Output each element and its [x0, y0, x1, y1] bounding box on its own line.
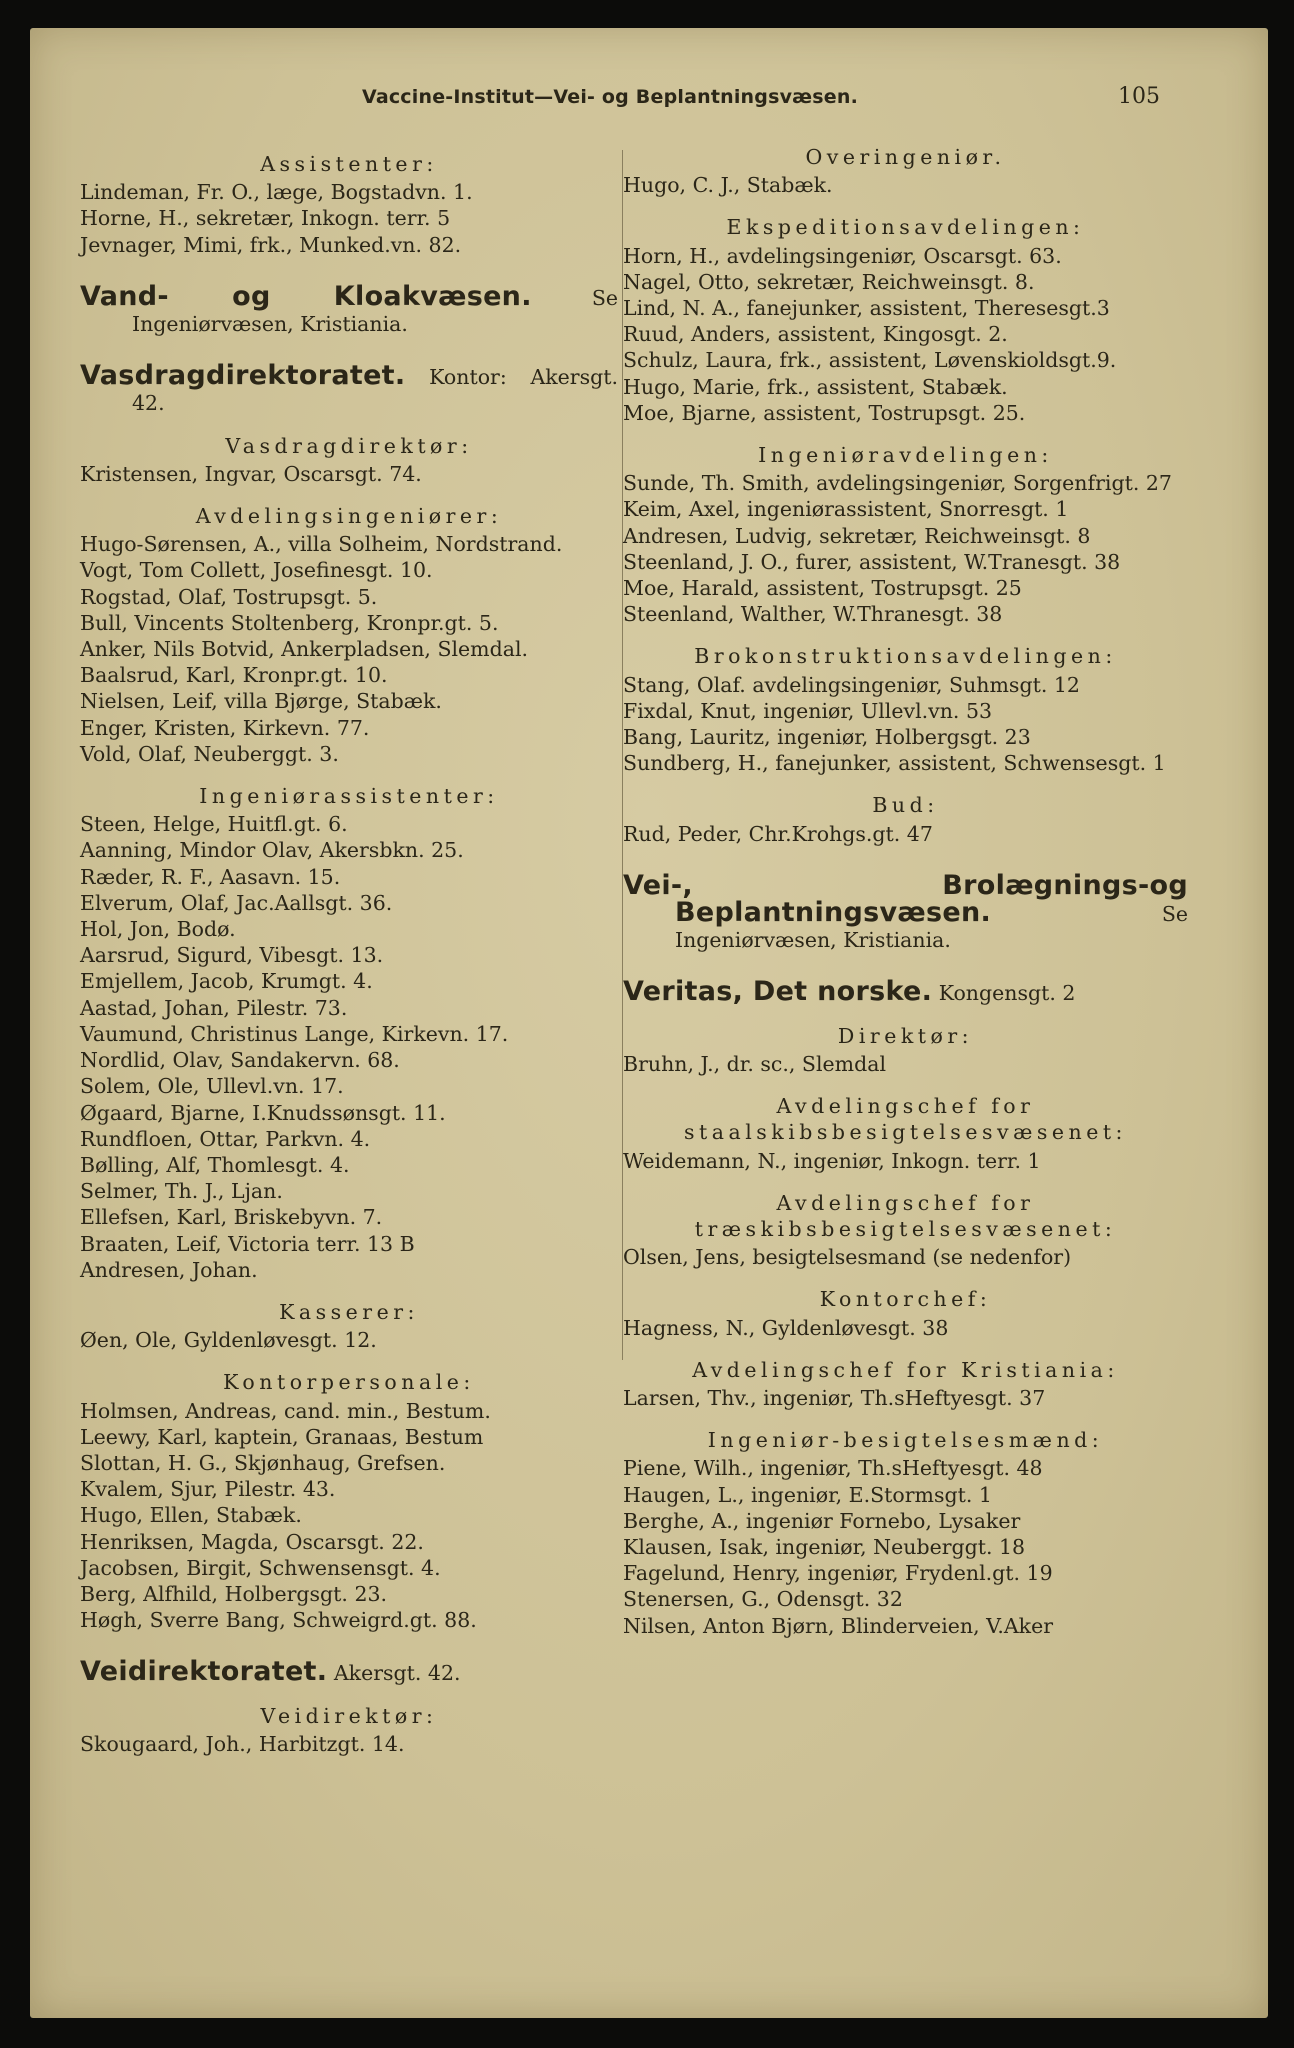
veidirektor-list [80, 1731, 618, 1757]
list-entry: Hol, Jon, Bodø. [80, 917, 236, 942]
vasdragdirektor-list [80, 461, 618, 487]
section-heading-veidirektor: Veidirektør: [260, 1703, 438, 1728]
staalskibs-list [623, 1148, 1188, 1174]
list-entry: Skougaard, Joh., Harbitzgt. 14. [80, 1731, 405, 1756]
list-entry: Steenland, Walther, W.Thranesgt. 38 [623, 602, 1003, 627]
section-heading-direktor: Direktør: [837, 1023, 974, 1048]
entry-title: Vand- og Kloakvæsen. [80, 280, 532, 312]
section-heading-ekspeditionsavdelingen: Ekspeditionsavdelingen: [726, 215, 1085, 240]
section-heading-overingenior: Overingeniør. [805, 145, 1006, 169]
list-entry: Vogt, Tom Collett, Josefinesgt. 10. [80, 558, 433, 583]
list-entry: Baalsrud, Karl, Kronpr.gt. 10. [80, 663, 388, 688]
entry-veidirektoratet [80, 1656, 618, 1688]
list-entry: Braaten, Leif, Victoria terr. 13 B [80, 1231, 415, 1256]
section-heading-kontorchef: Kontorchef: [819, 1287, 992, 1312]
right-column [623, 144, 1188, 1639]
list-entry: Bang, Lauritz, ingeniør, Holbergsgt. 23 [623, 725, 1031, 750]
list-entry: Anker, Nils Botvid, Ankerpladsen, Slemdal. [80, 637, 529, 662]
page-number: 105 [1118, 84, 1160, 109]
list-entry: Sundberg, H., fanejunker, assistent, Schwensesgt. 1 [623, 751, 1166, 776]
list-entry: Enger, Kristen, Kirkevn. 77. [80, 715, 370, 740]
section-heading-kontorpersonale: Kontorpersonale: [223, 1370, 475, 1395]
entry-title: Veidirektoratet. [80, 1656, 328, 1688]
section-heading-vasdragdirektor: Vasdragdirektør: [225, 433, 473, 458]
assistenter-list [80, 179, 618, 258]
entry-address: Kontor: Akersgt. 42. [132, 365, 618, 416]
list-entry: Jevnager, Mimi, frk., Munked.vn. 82. [80, 232, 462, 257]
list-entry: Bølling, Alf, Thomlesgt. 4. [80, 1152, 350, 1177]
list-entry: Holmsen, Andreas, cand. min., Bestum. [80, 1398, 491, 1423]
list-entry: Horn, H., avdelingsingeniør, Oscarsgt. 63. [623, 243, 1062, 268]
entry-vand-og-kloakvaesen [80, 280, 618, 337]
traeskibs-list [623, 1244, 1188, 1270]
list-entry: Rogstad, Olaf, Tostrupsgt. 5. [80, 584, 378, 609]
avdelingsingeniorer-list [80, 531, 618, 767]
list-entry: Lindeman, Fr. O., læge, Bogstadvn. 1. [80, 180, 473, 205]
list-entry: Steen, Helge, Huitfl.gt. 6. [80, 812, 348, 837]
section-heading-traeskibs: Avdelingschef for træskibsbesigtelsesvæsenet: [694, 1190, 1117, 1241]
kontorpersonale-list [80, 1398, 618, 1634]
section-heading-ingeniorassistenter: Ingeniørassistenter: [199, 784, 499, 809]
list-entry: Horne, H., sekretær, Inkogn. terr. 5 [80, 206, 451, 231]
section-heading-besigtelsesmaend: Ingeniør-besigtelsesmænd: [707, 1428, 1104, 1453]
list-entry: Hugo, Marie, frk., assistent, Stabæk. [623, 374, 1008, 399]
list-entry: Fixdal, Knut, ingeniør, Ullevl.vn. 53 [623, 698, 993, 723]
list-entry: Øen, Ole, Gyldenløvesgt. 12. [80, 1328, 377, 1353]
list-entry: Aastad, Johan, Pilestr. 73. [80, 995, 348, 1020]
entry-vei-brolaegnings [623, 869, 1188, 954]
list-entry: Emjellem, Jacob, Krumgt. 4. [80, 969, 373, 994]
list-entry: Andresen, Ludvig, sekretær, Reichweinsgt. 8 [623, 523, 1091, 548]
list-entry: Steenland, J. O., furer, assistent, W.Tranesgt. 38 [623, 549, 1121, 574]
list-entry: Hagness, N., Gyldenløvesgt. 38 [623, 1315, 949, 1340]
list-entry: Bruhn, J., dr. sc., Slemdal [623, 1051, 887, 1076]
list-entry: Hugo, C. J., Stabæk. [623, 173, 833, 198]
list-entry: Klausen, Isak, ingeniør, Neuberggt. 18 [623, 1534, 1026, 1559]
list-entry: Vold, Olaf, Neuberggt. 3. [80, 741, 339, 766]
list-entry: Kvalem, Sjur, Pilestr. 43. [80, 1477, 336, 1502]
besigtelsesmaend-list [623, 1455, 1188, 1638]
list-entry: Stang, Olaf. avdelingsingeniør, Suhmsgt. 12 [623, 672, 1080, 697]
list-entry: Aarsrud, Sigurd, Vibesgt. 13. [80, 943, 384, 968]
list-entry: Hugo-Sørensen, A., villa Solheim, Nordstrand. [80, 532, 563, 557]
ingeniorassistenter-list [80, 811, 618, 1283]
list-entry: Jacobsen, Birgit, Schwensensgt. 4. [80, 1555, 441, 1580]
list-entry: Berghe, A., ingeniør Fornebo, Lysaker [623, 1508, 1021, 1533]
list-entry: Nilsen, Anton Bjørn, Blinderveien, V.Aker [623, 1613, 1054, 1638]
list-entry: Nielsen, Leif, villa Bjørge, Stabæk. [80, 689, 442, 714]
ingenioravdeling-list [623, 470, 1188, 627]
list-entry: Øgaard, Bjarne, I.Knudssønsgt. 11. [80, 1100, 446, 1125]
list-entry: Leewy, Karl, kaptein, Granaas, Bestum [80, 1424, 484, 1449]
list-entry: Stenersen, G., Odensgt. 32 [623, 1587, 903, 1612]
ekspedition-list [623, 243, 1188, 426]
section-heading-kasserer: Kasserer: [279, 1299, 419, 1324]
section-heading-avdelingsingeniorer: Avdelingsingeniører: [195, 504, 503, 529]
list-entry: Andresen, Johan. [80, 1257, 258, 1282]
entry-title: Vei-, Brolægnings-og Beplantningsvæsen. [623, 869, 1188, 929]
section-heading-bud: Bud: [872, 793, 939, 818]
left-column [80, 151, 618, 1757]
brokonstruktion-list [623, 672, 1188, 777]
overingenior-list [623, 172, 1188, 198]
list-entry: Henriksen, Magda, Oscarsgt. 22. [80, 1529, 424, 1554]
list-entry: Moe, Harald, assistent, Tostrupsgt. 25 [623, 576, 1022, 601]
entry-reference: Se Ingeniørvæsen, Kristiania. [132, 285, 618, 337]
list-entry: Elverum, Olaf, Jac.Aallsgt. 36. [80, 890, 393, 915]
section-heading-staalskibs: Avdelingschef for staalskibsbesigtelsesvæsenet: [684, 1094, 1127, 1145]
list-entry: Ruud, Anders, assistent, Kingosgt. 2. [623, 322, 1008, 347]
kristiania-list [623, 1385, 1188, 1411]
list-entry: Høgh, Sverre Bang, Schweigrd.gt. 88. [80, 1608, 477, 1633]
list-entry: Rud, Peder, Chr.Krohgs.gt. 47 [623, 821, 933, 846]
entry-vasdragdirektoratet [80, 360, 618, 416]
list-entry: Solem, Ole, Ullevl.vn. 17. [80, 1074, 344, 1099]
list-entry: Rundfloen, Ottar, Parkvn. 4. [80, 1126, 371, 1151]
entry-address: Akersgt. 42. [333, 1661, 461, 1686]
direktor-list [623, 1051, 1188, 1077]
list-entry: Sunde, Th. Smith, avdelingsingeniør, Sorgenfrigt. 27 [623, 471, 1172, 496]
section-heading-brokonstruktion: Brokonstruktionsavdelingen: [694, 644, 1117, 669]
list-entry: Hugo, Ellen, Stabæk. [80, 1503, 302, 1528]
kasserer-list [80, 1327, 618, 1353]
list-entry: Nagel, Otto, sekretær, Reichweinsgt. 8. [623, 269, 1035, 294]
list-entry: Nordlid, Olav, Sandakervn. 68. [80, 1048, 400, 1073]
list-entry: Schulz, Laura, frk., assistent, Løvenskioldsgt.9. [623, 348, 1117, 373]
running-header: Vaccine-Institut—Vei- og Beplantningsvæsen. [361, 86, 859, 108]
section-heading-ingeniøravdelingen: Ingeniøravdelingen: [758, 443, 1053, 468]
list-entry: Bull, Vincents Stoltenberg, Kronpr.gt. 5. [80, 610, 499, 635]
section-heading-assistenter: Assistenter: [260, 152, 438, 176]
list-entry: Berg, Alfhild, Holbergsgt. 23. [80, 1581, 388, 1606]
list-entry: Aanning, Mindor Olav, Akersbkn. 25. [80, 838, 464, 863]
list-entry: Piene, Wilh., ingeniør, Th.sHeftyesgt. 48 [623, 1456, 1043, 1481]
kontorchef-list [623, 1315, 1188, 1341]
entry-reference: Se Ingeniørvæsen, Kristiania. [675, 902, 1188, 953]
list-entry: Lind, N. A., fanejunker, assistent, Theresesgt.3 [623, 296, 1110, 321]
entry-veritas [623, 976, 1188, 1008]
list-entry: Slottan, H. G., Skjønhaug, Grefsen. [80, 1450, 446, 1475]
list-entry: Olsen, Jens, besigtelsesmand (se nedenfor) [623, 1245, 1072, 1270]
entry-address: Kongensgt. 2 [938, 981, 1076, 1006]
directory-page [30, 28, 1268, 2018]
section-heading-kristiania: Avdelingschef for Kristiania: [692, 1357, 1119, 1382]
bud-list [623, 821, 1188, 847]
list-entry: Weidemann, N., ingeniør, Inkogn. terr. 1 [623, 1148, 1041, 1173]
list-entry: Haugen, L., ingeniør, E.Stormsgt. 1 [623, 1482, 992, 1507]
list-entry: Keim, Axel, ingeniørassistent, Snorresgt. 1 [623, 497, 1069, 522]
list-entry: Ellefsen, Karl, Briskebyvn. 7. [80, 1205, 383, 1230]
list-entry: Kristensen, Ingvar, Oscarsgt. 74. [80, 461, 422, 486]
list-entry: Selmer, Th. J., Ljan. [80, 1179, 283, 1204]
list-entry: Ræder, R. F., Aasavn. 15. [80, 864, 341, 889]
entry-title: Vasdragdirektoratet. [80, 360, 406, 392]
list-entry: Moe, Bjarne, assistent, Tostrupsgt. 25. [623, 400, 1026, 425]
list-entry: Fagelund, Henry, ingeniør, Frydenl.gt. 19 [623, 1561, 1053, 1586]
list-entry: Larsen, Thv., ingeniør, Th.sHeftyesgt. 37 [623, 1385, 1046, 1410]
list-entry: Vaumund, Christinus Lange, Kirkevn. 17. [80, 1021, 509, 1046]
entry-title: Veritas, Det norske. [623, 976, 933, 1008]
